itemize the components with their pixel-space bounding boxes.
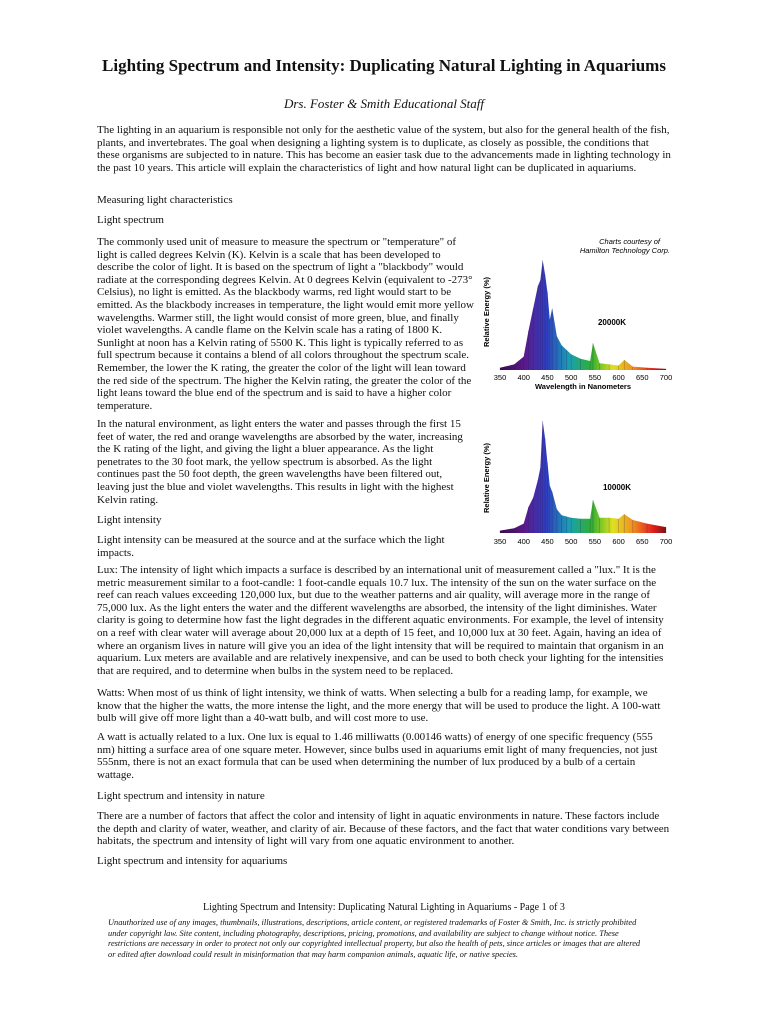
chart-credit-line-1: Charts courtesy of (599, 237, 660, 246)
tick-label-550: 550 (588, 537, 602, 546)
watt-lux-paragraph: A watt is actually related to a lux. One lux is equal to 1.46 milliwatts (0.00146 watts) of energy of one specific frequency (555 nm) hitting a surface area of one square meter. However, since bulbs used in aquariums emit light of many frequencies, not just 555nm, there is not an exact formula that can be used when determining the number of lux produced by a bulb of a certain wattage. (97, 731, 658, 781)
tick-label-650: 650 (636, 373, 649, 382)
x-axis-ticks (494, 373, 673, 382)
tick-label-500: 500 (564, 373, 578, 382)
spectrum-area (500, 260, 666, 370)
watts-paragraph: Watts: When most of us think of light intensity, we think of watts. When selecting a bulb for a reading lamp, for example, we know that the higher the watts, the more intense the light, and the more energy that will be used to produce the light. A 100-watt bulb will give off more light than a 40-watt bulb, and will cost more to use. (97, 687, 661, 725)
spectrum-plot-20000k (500, 260, 666, 370)
tick-label-500: 500 (564, 537, 578, 546)
heading-measuring: Measuring light characteristics (97, 194, 233, 206)
kelvin-label-10000k: 10000K (602, 483, 632, 492)
spectrum-chart-10000k (480, 403, 680, 556)
tick-label-650: 650 (636, 537, 649, 546)
heading-nature: Light spectrum and intensity in nature (97, 790, 265, 802)
tick-label-700: 700 (659, 537, 673, 546)
natural-environment-paragraph: In the natural environment, as light enters the water and passes through the first 15 feet of water, the red and orange wavelengths are absorbed by the water, increasing the K rating of the light, and giving the light a bluer appearance. As the light penetrates to the 30 foot mark, the yellow spectrum is absorbed. As the light continues past the 50 foot depth, the green wavelengths have been filtered out, leaving just the blue and violet wavelengths. This results in light with the highest Kelvin rating. (97, 418, 463, 506)
x-axis-ticks (494, 537, 673, 546)
tick-label-400: 400 (517, 373, 530, 382)
nature-paragraph: There are a number of factors that affect the color and intensity of light in aquatic environments in nature. These factors include the depth and clarity of water, weather, and clarity of air. Because of these factors, and the fact that water conditions vary between habitats, the spectrum and intensity of light will vary from one aquatic environment to another. (97, 810, 670, 848)
tick-label-600: 600 (612, 537, 625, 546)
y-axis-label: Relative Energy (%) (482, 276, 491, 348)
tick-label-550: 550 (588, 373, 602, 382)
spectrum-plot-10000k (500, 421, 666, 533)
kelvin-label-20000k: 20000K (597, 318, 627, 327)
footer-page-line: Lighting Spectrum and Intensity: Duplicating Natural Lighting in Aquariums - Page 1 of 3 (203, 902, 565, 913)
footer-disclaimer: Unauthorized use of any images, thumbnails, illustrations, descriptions, article content, or registered trademarks of Foster & Smith, Inc. is strictly prohibited under copyright law. Site content, including photography, descriptions, pricing, promotions, and availability are subject to change without notice. These restrictions are necessary in order to protect not only our copyrighted intellectual property, but also the health of pets, since articles or images that are altered or edited after download could result in misinformation that may harm companion animals, aquatic life, or native species. (108, 918, 641, 959)
tick-label-400: 400 (517, 537, 530, 546)
spectrum-chart-20000k (480, 230, 680, 398)
tick-label-350: 350 (493, 537, 507, 546)
tick-label-450: 450 (541, 373, 554, 382)
heading-light-spectrum: Light spectrum (97, 214, 164, 226)
intensity-paragraph: Light intensity can be measured at the source and at the surface which the light impacts. (97, 534, 445, 559)
heading-aquariums: Light spectrum and intensity for aquariums (97, 855, 288, 867)
intro-paragraph: The lighting in an aquarium is responsible not only for the aesthetic value of the system, but also for the general health of the fish, plants, and invertebrates. The goal when designing a lighting system is to duplicate, as closely as possible, the conditions that these organisms are subjected to in nature. This has become an easier task due to the advancements made in lighting technology in the past 10 years. This article will explain the characteristics of light and how natural light can be duplicated in aquariums. (97, 124, 671, 174)
page-title: Lighting Spectrum and Intensity: Duplicating Natural Lighting in Aquariums (102, 56, 666, 75)
tick-label-600: 600 (612, 373, 625, 382)
chart-credit-line-2: Hamilton Technology Corp. (579, 246, 670, 255)
spectrum-paragraph: The commonly used unit of measure to measure the spectrum or "temperature" of light is called degrees Kelvin (K). Kelvin is a scale that has been developed to describe the color of light. It is based on the spectrum of light a "blackbody" would radiate at the corresponding degrees Kelvin. At 0 degrees Kelvin (equivalent to -273° Celsius), no light is emitted. As the blackbody warms, red light would start to be emitted. As the blackbody increases in temperature, the light would emit more yellow wavelengths. Warmer still, the light would consist of more green, blue, and finally violet wavelengths. A candle flame on the Kelvin scale has a rating of 1800 K. Sunlight at noon has a Kelvin rating of 5500 K. This light is typically referred to as full spectrum because it contains a blend of all colors throughout the spectrum scale. Remember, the lower the K rating, the greater the color of the light will lean toward the red side of the spectrum. The higher the Kelvin rating, the greater the color of the light leans toward the blue end of the spectrum and is said to have a higher color temperature. (97, 236, 474, 412)
heading-light-intensity: Light intensity (97, 514, 162, 526)
tick-label-450: 450 (541, 537, 554, 546)
lux-paragraph: Lux: The intensity of light which impacts a surface is described by an international unit of measurement called a "lux." It is the metric measurement similar to a foot-candle: 1 foot-candle equals 10.7 lux. The intensity of the sun on the water surface on the reef can reach values exceeding 120,000 lux, but due to the weather patterns and air quality, will average more in the range of 75,000 lux. As the light enters the water and the different wavelengths are absorbed, the intensity of the light diminishes. Water clarity is going to determine how fast the light degrades in the different aquatic environments. For example, the level of intensity on a reef with clear water will average about 20,000 lux at a depth of 15 feet, and 10,000 lux at 30 feet. Again, having an idea of where an organism lives in nature will give you an idea of the light intensity that will be required to maintain that organism in an aquarium. Lux meters are available and are relatively inexpensive, and can be used to both check your lighting for the intensities that are required, and to determine when bulbs in the system need to be replaced. (97, 564, 664, 677)
y-axis-label: Relative Energy (%) (482, 442, 491, 514)
spectrum-area (500, 421, 666, 533)
tick-label-350: 350 (493, 373, 507, 382)
x-axis-label: Wavelength in Nanometers (535, 382, 631, 391)
tick-label-700: 700 (659, 373, 673, 382)
byline: Drs. Foster & Smith Educational Staff (283, 96, 485, 111)
